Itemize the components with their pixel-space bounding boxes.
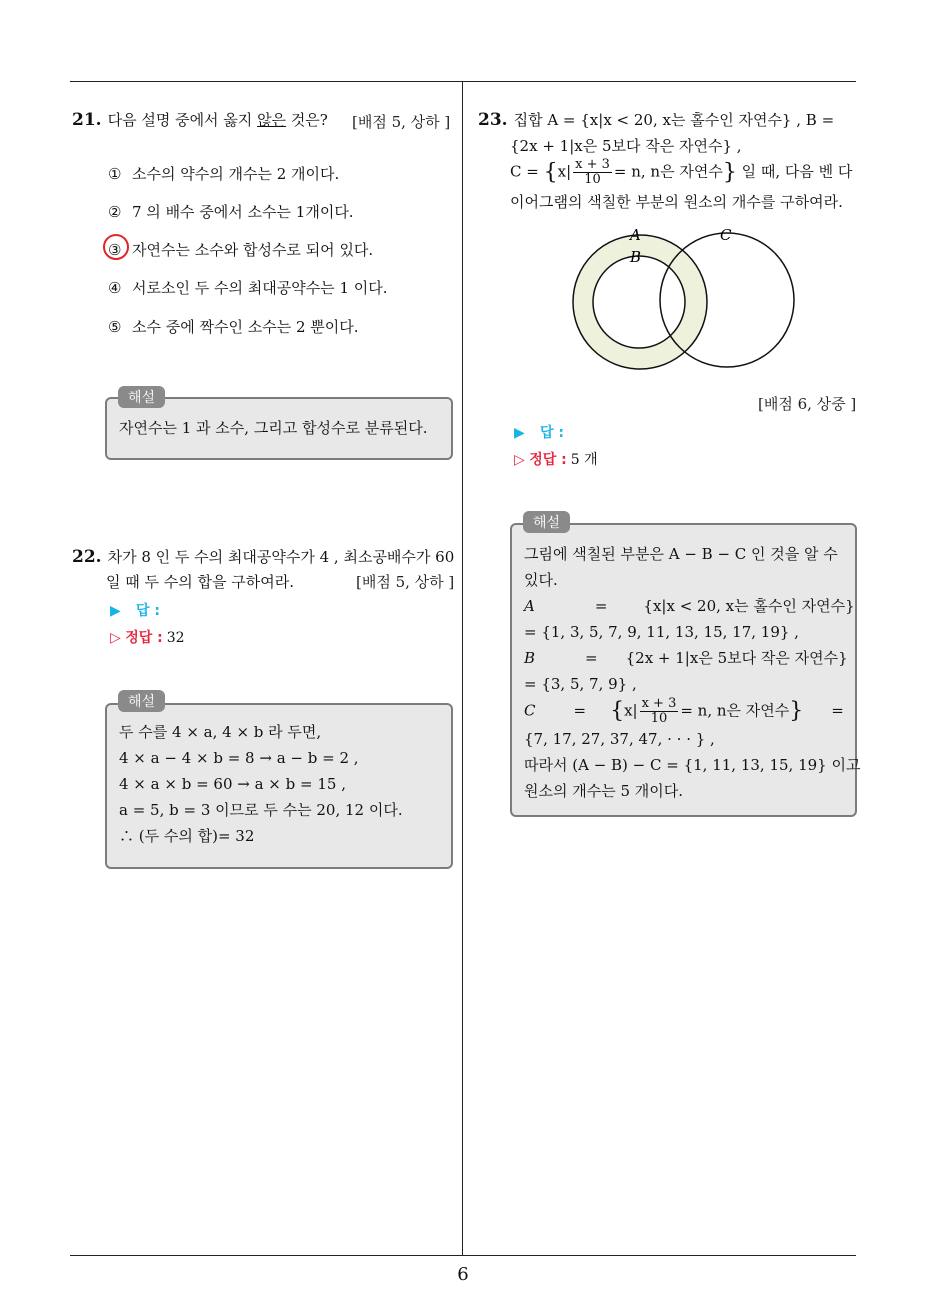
q21-explanation-box: 자연수는 1 과 소수, 그리고 합성수로 분류된다. bbox=[105, 397, 453, 460]
q21-option-4[interactable]: ④ 서로소인 두 수의 최대공약수는 1 이다. bbox=[108, 279, 388, 297]
q23-stem-line4: 이어그램의 색칠한 부분의 원소의 개수를 구하여라. bbox=[510, 193, 843, 211]
q22-explanation-tag: 해설 bbox=[118, 690, 165, 712]
q22-score: [배점 5, 상하 ] bbox=[356, 573, 455, 591]
correct-arrow-icon: ▷ bbox=[110, 630, 121, 646]
q23-explanation-box: 그림에 색칠된 부분은 A − B − C 인 것을 알 수 있다. A = {x|x < 20, x는 홀수인 자연수} = {1, 3, 5, 7, 9, 11, 13, 15, 17, 19} , B = {2x + 1|x은 5보다 작은 자연수} = {3, 5, 7, 9} , C = {x| $\frac{x + 3}{10}$ = n, n은 자연수} = {7, 17, 27, 37, 47, · · · } , 따라서 (A − B) − C = {1, 11, 13, 15, 19} 이고 원소의 개수는 5 개이다. bbox=[510, 523, 857, 817]
q23-stem-line3: C = {x| $\frac{x + 3}{10}$ = n, n은 자연수} 일 때, 다음 벤 다 bbox=[510, 157, 853, 187]
q22-number: 22. bbox=[72, 547, 102, 567]
q21-number: 21. bbox=[72, 110, 102, 130]
venn-circle-b bbox=[593, 256, 685, 348]
q23-score: [배점 6, 상중 ] bbox=[758, 395, 857, 413]
column-divider bbox=[462, 82, 463, 1256]
correct-arrow-icon: ▷ bbox=[514, 452, 525, 468]
answer-arrow-icon: ▶ bbox=[514, 425, 525, 441]
q23-number: 23. bbox=[478, 110, 508, 130]
q22-stem-line2: 일 때 두 수의 합을 구하여라. bbox=[106, 573, 294, 591]
top-rule bbox=[70, 81, 856, 82]
q23-correct-answer: ▷ 정답 : 5 개 bbox=[514, 452, 598, 468]
q22-stem-line1: 22. 차가 8 인 두 수의 최대공약수가 4 , 최소공배수가 60 bbox=[72, 547, 455, 567]
q23-stem-line1: 23. 집합 A = {x|x < 20, x는 홀수인 자연수} , B = bbox=[478, 110, 835, 130]
venn-label-a: A bbox=[630, 226, 641, 244]
page-number: 6 bbox=[457, 1264, 469, 1285]
answer-arrow-icon: ▶ bbox=[110, 603, 121, 619]
q21-stem: 21. 다음 설명 중에서 옳지 않은 것은? bbox=[72, 110, 328, 130]
q22-answer-input[interactable]: ▶ 답 : bbox=[110, 603, 160, 619]
q21-explanation-tag: 해설 bbox=[118, 386, 165, 408]
venn-circle-c bbox=[660, 233, 794, 367]
bottom-rule bbox=[70, 1255, 856, 1256]
q21-score: [배점 5, 상하 ] bbox=[352, 113, 451, 131]
q21-option-1[interactable]: ① 소수의 약수의 개수는 2 개이다. bbox=[108, 165, 340, 183]
q22-explanation-box: 두 수를 4 × a, 4 × b 라 두면, 4 × a − 4 × b = 8 → a − b = 2 , 4 × a × b = 60 → a × b = 15 , a = 5, b = 3 이므로 두 수는 20, 12 이다. ∴ (두 수의 합)= 32 bbox=[105, 703, 453, 869]
q21-option-5[interactable]: ⑤ 소수 중에 짝수인 소수는 2 뿐이다. bbox=[108, 318, 359, 336]
q21-option-2[interactable]: ② 7 의 배수 중에서 소수는 1개이다. bbox=[108, 203, 354, 221]
q23-answer-input[interactable]: ▶ 답 : bbox=[514, 425, 564, 441]
venn-label-c: C bbox=[720, 226, 732, 244]
q23-stem-line2: {2x + 1|x은 5보다 작은 자연수} , bbox=[510, 137, 742, 155]
q21-option-3[interactable]: ③ 자연수는 소수와 합성수로 되어 있다. bbox=[108, 241, 374, 259]
q21-underlined-word: 않은 bbox=[257, 111, 287, 129]
venn-label-b: B bbox=[630, 248, 642, 266]
q23-explanation-tag: 해설 bbox=[523, 511, 570, 533]
venn-diagram bbox=[560, 220, 810, 380]
q22-correct-answer: ▷ 정답 : 32 bbox=[110, 630, 185, 646]
